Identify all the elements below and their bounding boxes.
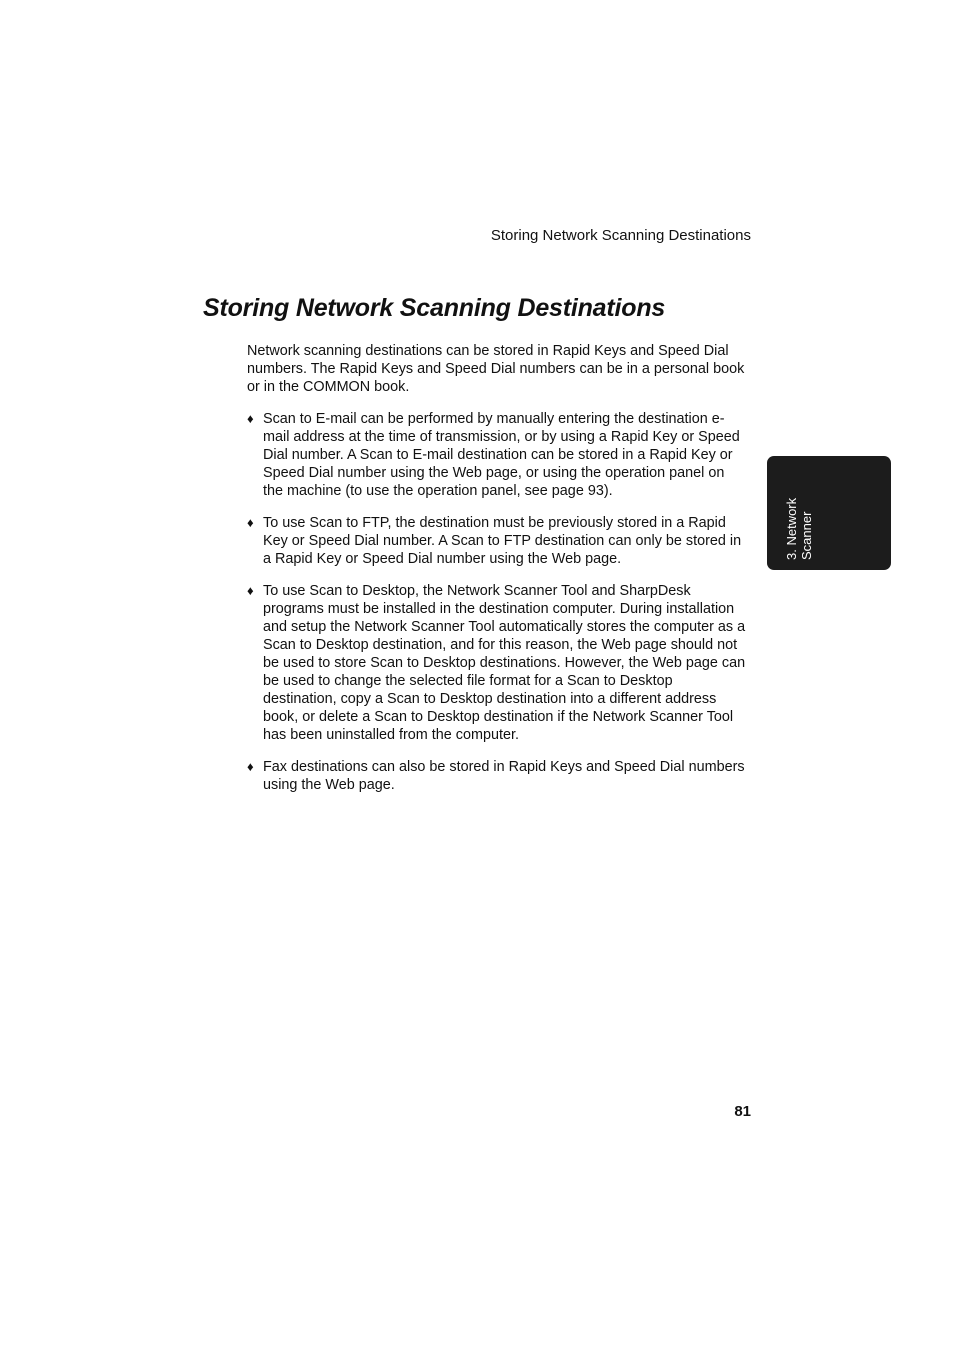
bullet-list: [247, 410, 747, 794]
bullet-text: To use Scan to Desktop, the Network Scanner Tool and SharpDesk programs must be installed in the destination computer. During installation and setup the Network Scanner Tool automatically stores the computer as a Scan to Desktop destination, and for this reason, the Web page should not be used to store Scan to Desktop destinations. However, the Web page can be used to change the selected file format for a Scan to Desktop destination, copy a Scan to Desktop destination into a different address book, or delete a Scan to Desktop destination if the Network Scanner Tool has been uninstalled from the computer.: [263, 583, 746, 743]
bullet-text: Scan to E-mail can be performed by manually entering the destination e-mail address at the time of transmission, or by using a Rapid Key or Speed Dial number. A Scan to E-mail destination can be stored in a Rapid Key or Speed Dial number using the Web page, or using the operation panel on the machine (to use the operation panel, see page 93).: [263, 411, 740, 499]
chapter-tab-line1: 3. Network: [784, 497, 799, 560]
chapter-tab-line2: Scanner: [799, 511, 814, 560]
diamond-bullet-icon: ♦: [247, 515, 254, 530]
bullet-item-desktop: [247, 582, 747, 744]
diamond-bullet-icon: ♦: [247, 583, 254, 598]
bullet-item-ftp: [247, 514, 747, 568]
page-title: Storing Network Scanning Destinations: [203, 294, 666, 322]
diamond-bullet-icon: ♦: [247, 411, 254, 426]
running-header: Storing Network Scanning Destinations: [490, 227, 751, 244]
bullet-text: To use Scan to FTP, the destination must be previously stored in a Rapid Key or Speed Dial number. A Scan to FTP destination can only be stored in a Rapid Key or Speed Dial number using the Web page.: [263, 515, 742, 567]
bullet-text: Fax destinations can also be stored in Rapid Keys and Speed Dial numbers using the Web page.: [263, 759, 745, 793]
body-content: [247, 342, 747, 808]
page-number: 81: [734, 1103, 751, 1120]
chapter-tab-label: [784, 470, 824, 560]
bullet-item-email: [247, 410, 747, 500]
diamond-bullet-icon: ♦: [247, 759, 254, 774]
bullet-item-fax: [247, 758, 747, 794]
intro-paragraph: Network scanning destinations can be stored in Rapid Keys and Speed Dial numbers. The Rapid Keys and Speed Dial numbers can be in a personal book or in the COMMON book.: [247, 343, 745, 395]
chapter-side-tab: [767, 456, 891, 570]
